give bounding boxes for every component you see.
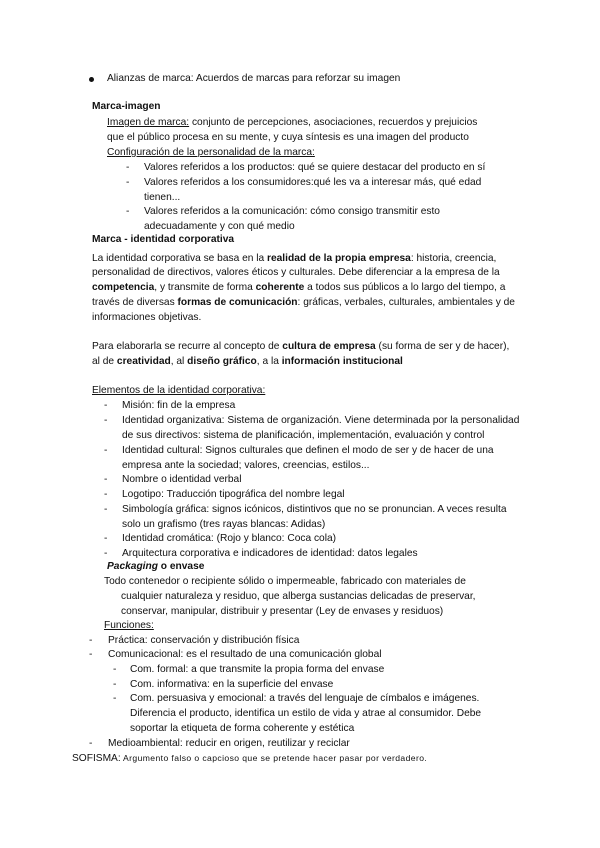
dash-icon: - — [104, 415, 108, 426]
dash-icon: - — [104, 548, 108, 559]
list-item: Valores referidos a los productos: qué se quiere destacar del producto en sí — [144, 162, 486, 173]
list-item: Práctica: conservación y distribución física — [108, 635, 300, 646]
list-item-cont: solo un grafismo (tres rayas blancas: Adidas) — [122, 519, 326, 530]
list-item-cont: empresa ante la sociedad; valores, creencias, estilos... — [122, 460, 370, 471]
dash-icon: - — [104, 474, 108, 485]
identidad-heading: Marca - identidad corporativa — [92, 234, 235, 245]
dash-icon: - — [126, 206, 130, 217]
paragraph-line: Para elaborarla se recurre al concepto de cultura de empresa (su forma de ser y de hacer), — [92, 341, 510, 352]
bullet-icon — [89, 77, 94, 82]
list-item: Com. informativa: en la superficie del envase — [130, 679, 334, 690]
list-item: Misión: fin de la empresa — [122, 400, 236, 411]
list-item-cont: Diferencia el producto, identifica un estilo de vida y atrae al consumidor. Debe — [130, 708, 482, 719]
paragraph-line: La identidad corporativa se basa en la realidad de la propia empresa: historia, creencia, — [92, 253, 497, 264]
dash-icon: - — [113, 664, 117, 675]
packaging-heading: Packaging o envase — [107, 561, 205, 572]
list-item: Valores referidos a los consumidores:qué les va a interesar más, qué edad — [144, 177, 482, 188]
imagen-definition-cont: que el público procesa en su mente, y cuya síntesis es una imagen del producto — [107, 132, 469, 143]
dash-icon: - — [89, 738, 93, 749]
imagen-definition: Imagen de marca: conjunto de percepciones, asociaciones, recuerdos y prejuicios — [107, 117, 478, 128]
list-item: Comunicacional: es el resultado de una comunicación global — [108, 649, 382, 660]
paragraph-line: través de diversas formas de comunicación: gráficas, verbales, culturales, ambientales y de — [92, 297, 515, 308]
list-item: Logotipo: Traducción tipográfica del nombre legal — [122, 489, 345, 500]
list-item-cont: soportar la etiqueta de forma coherente y estética — [130, 723, 355, 734]
dash-icon: - — [113, 693, 117, 704]
paragraph-line: personalidad de directivos, valores éticos y culturales. Debe diferenciar a la empresa de la — [92, 267, 500, 278]
list-item: Arquitectura corporativa e indicadores de identidad: datos legales — [122, 548, 418, 559]
dash-icon: - — [104, 504, 108, 515]
list-item-cont: adecuadamente y con qué medio — [144, 221, 295, 232]
list-item: Com. formal: a que transmite la propia forma del envase — [130, 664, 385, 675]
paragraph-line: informaciones objetivas. — [92, 312, 202, 323]
funciones-label: Funciones: — [104, 620, 154, 631]
dash-icon: - — [126, 177, 130, 188]
dash-icon: - — [89, 635, 93, 646]
packaging-definition-cont: conservar, manipular, distribuir y presentar (Ley de envases y residuos) — [121, 606, 444, 617]
dash-icon: - — [89, 649, 93, 660]
sofisma-line: SOFISMA: Argumento falso o capcioso que se pretende hacer pasar por verdadero. — [72, 753, 428, 764]
paragraph-line: al de creatividad, al diseño gráfico, a la información institucional — [92, 356, 403, 367]
dash-icon: - — [126, 162, 130, 173]
marca-imagen-heading: Marca-imagen — [92, 101, 161, 112]
list-item: Identidad cultural: Signos culturales que definen el modo de ser y de hacer de una — [122, 445, 494, 456]
dash-icon: - — [104, 489, 108, 500]
dash-icon: - — [104, 533, 108, 544]
list-item: Valores referidos a la comunicación: cómo consigo transmitir esto — [144, 206, 440, 217]
dash-icon: - — [104, 445, 108, 456]
config-label: Configuración de la personalidad de la marca: — [107, 147, 315, 158]
dash-icon: - — [113, 679, 117, 690]
list-item-cont: de sus directivos: sistema de planificación, implementación, evaluación y control — [122, 430, 485, 441]
list-item: Nombre o identidad verbal — [122, 474, 242, 485]
list-item: Identidad organizativa: Sistema de organización. Viene determinada por la personalidad — [122, 415, 520, 426]
list-item: Simbología gráfica: signos icónicos, distintivos que no se pronuncian. A veces resulta — [122, 504, 507, 515]
paragraph-line: competencia, y transmite de forma coherente a todos sus públicos a lo largo del tiempo, a — [92, 282, 506, 293]
list-item: Identidad cromática: (Rojo y blanco: Coca cola) — [122, 533, 337, 544]
list-item: Com. persuasiva y emocional: a través del lenguaje de címbalos e imágenes. — [130, 693, 480, 704]
list-item-cont: tienen... — [144, 192, 181, 203]
alianzas-line: Alianzas de marca: Acuerdos de marcas para reforzar su imagen — [107, 73, 401, 84]
packaging-definition-cont: cualquier naturaleza y residuo, que alberga sustancias delicadas de preservar, — [121, 591, 476, 602]
list-item: Medioambiental: reducir en origen, reutilizar y reciclar — [108, 738, 350, 749]
dash-icon: - — [104, 400, 108, 411]
packaging-definition: Todo contenedor o recipiente sólido o impermeable, fabricado con materiales de — [104, 576, 466, 587]
elementos-label: Elementos de la identidad corporativa: — [92, 385, 266, 396]
